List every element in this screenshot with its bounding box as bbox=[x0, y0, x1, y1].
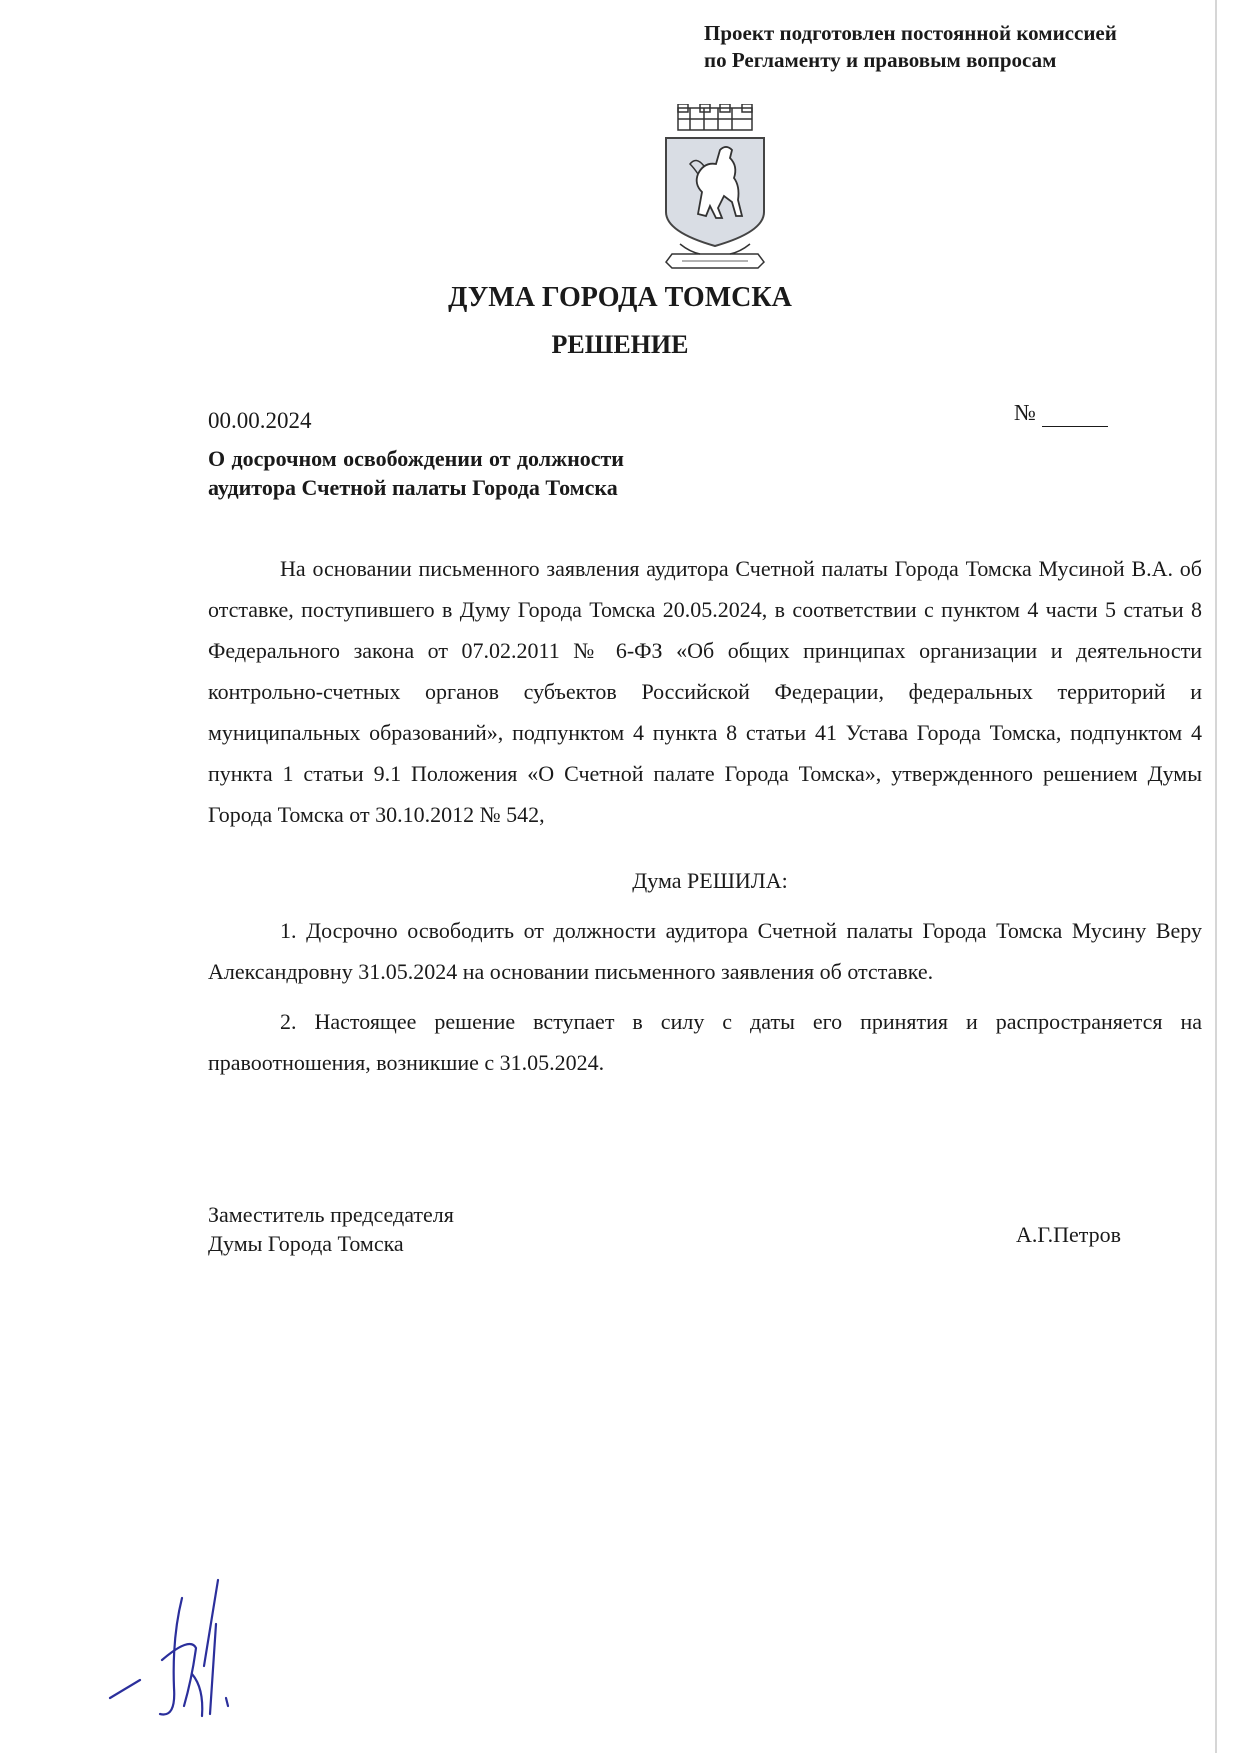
signer-name: А.Г.Петров bbox=[1016, 1222, 1122, 1247]
resolved-heading: Дума РЕШИЛА: bbox=[632, 868, 788, 893]
project-note bbox=[704, 20, 1224, 74]
number-label: № bbox=[1014, 400, 1036, 425]
document-date: 00.00.2024 bbox=[208, 408, 312, 433]
document-subject: О досрочном освобождении от должности аудитора Счетной палаты Города Томска bbox=[208, 446, 624, 500]
signer-position-line1: Заместитель председателя bbox=[208, 1202, 454, 1227]
handwritten-signature bbox=[100, 1578, 260, 1728]
signer-position bbox=[208, 1200, 454, 1258]
project-note-line2: по Регламенту и правовым вопросам bbox=[704, 48, 1057, 72]
document-number bbox=[1014, 400, 1108, 427]
decision-item-1: 1. Досрочно освободить от должности аудитора Счетной палаты Города Томска Мусину Веру Александровну 31.05.2024 на основании письменного заявления об отставке. bbox=[208, 918, 1202, 984]
number-blank bbox=[1042, 400, 1108, 427]
coat-of-arms-icon bbox=[660, 104, 770, 274]
council-title: ДУМА ГОРОДА ТОМСКА bbox=[448, 282, 792, 313]
document-type: РЕШЕНИЕ bbox=[551, 330, 689, 359]
project-note-line1: Проект подготовлен постоянной комиссией bbox=[704, 21, 1117, 45]
signer-position-line2: Думы Города Томска bbox=[208, 1231, 404, 1256]
preamble-paragraph: На основании письменного заявления аудитора Счетной палаты Города Томска Мусиной В.А. об отставке, поступившего в Думу Города Томска 20.05.2024, в соответствии с пунктом 4 части 5 статьи 8 Федерального закона от 07.02.2011 № 6-ФЗ «Об общих принципах организации и деятельности контрольно-счетных органов субъектов Российской Федерации, федеральных территорий и муниципальных образований», подпунктом 4 пункта 8 статьи 41 Устава Города Томска, подпунктом 4 пункта 1 статьи 9.1 Положения «О Счетной палате Города Томска», утвержденного решением Думы Города Томска от 30.10.2012 № 542, bbox=[208, 556, 1202, 827]
decision-item-2: 2. Настоящее решение вступает в силу с даты его принятия и распространяется на правоотношения, возникшие с 31.05.2024. bbox=[208, 1009, 1202, 1075]
